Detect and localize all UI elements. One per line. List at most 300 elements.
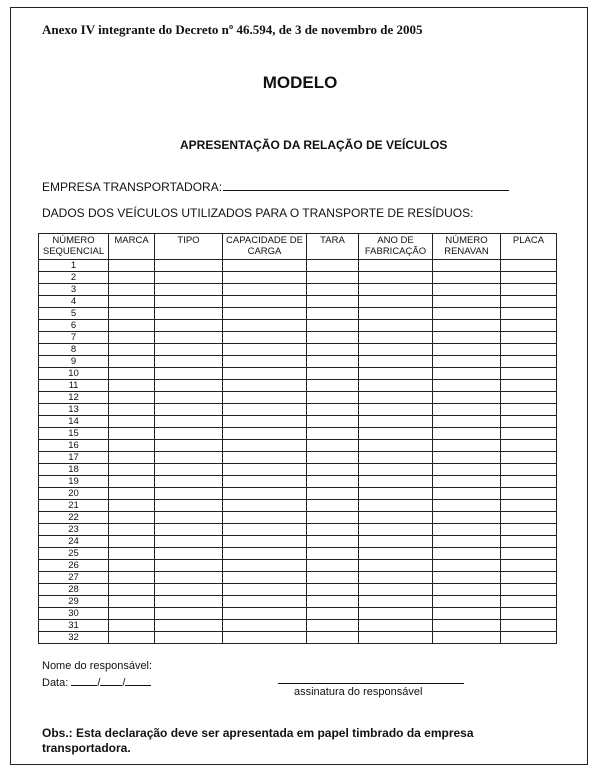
empty-cell (155, 296, 223, 308)
empty-cell (109, 308, 155, 320)
empty-cell (359, 512, 433, 524)
empty-cell (359, 500, 433, 512)
empty-cell (501, 464, 557, 476)
sequence-number-cell: 15 (39, 428, 109, 440)
sequence-number-cell: 27 (39, 572, 109, 584)
empty-cell (109, 404, 155, 416)
empty-cell (223, 620, 307, 632)
empty-cell (109, 368, 155, 380)
empty-cell (433, 392, 501, 404)
empty-cell (155, 272, 223, 284)
company-label: EMPRESA TRANSPORTADORA: (42, 180, 223, 194)
empty-cell (433, 440, 501, 452)
column-header: ANO DE FABRICAÇÃO (359, 234, 433, 260)
table-row (39, 308, 557, 320)
sequence-number-cell: 14 (39, 416, 109, 428)
empty-cell (155, 476, 223, 488)
empty-cell (307, 476, 359, 488)
company-blank-line (223, 178, 509, 191)
date-row (42, 675, 151, 689)
table-row (39, 500, 557, 512)
empty-cell (109, 344, 155, 356)
empty-cell (223, 272, 307, 284)
empty-cell (501, 392, 557, 404)
empty-cell (223, 632, 307, 644)
table-row (39, 476, 557, 488)
empty-cell (155, 596, 223, 608)
empty-cell (223, 608, 307, 620)
empty-cell (501, 476, 557, 488)
date-label: Data: (42, 677, 69, 689)
empty-cell (359, 608, 433, 620)
empty-cell (433, 608, 501, 620)
date-month-blank (100, 675, 122, 686)
empty-cell (155, 512, 223, 524)
empty-cell (359, 596, 433, 608)
sequence-number-cell: 31 (39, 620, 109, 632)
empty-cell (155, 356, 223, 368)
empty-cell (155, 524, 223, 536)
empty-cell (109, 440, 155, 452)
empty-cell (433, 332, 501, 344)
table-row (39, 440, 557, 452)
empty-cell (433, 296, 501, 308)
empty-cell (307, 428, 359, 440)
empty-cell (359, 428, 433, 440)
empty-cell (501, 608, 557, 620)
empty-cell (223, 392, 307, 404)
empty-cell (433, 368, 501, 380)
empty-cell (109, 464, 155, 476)
date-year-blank (125, 675, 151, 686)
empty-cell (307, 368, 359, 380)
sequence-number-cell: 18 (39, 464, 109, 476)
empty-cell (307, 260, 359, 272)
empty-cell (109, 380, 155, 392)
empty-cell (501, 572, 557, 584)
empty-cell (433, 308, 501, 320)
table-row (39, 428, 557, 440)
empty-cell (433, 560, 501, 572)
empty-cell (501, 320, 557, 332)
column-header: TARA (307, 234, 359, 260)
empty-cell (359, 308, 433, 320)
table-row (39, 524, 557, 536)
company-row (42, 178, 509, 194)
empty-cell (359, 392, 433, 404)
empty-cell (223, 452, 307, 464)
column-header: PLACA (501, 234, 557, 260)
empty-cell (109, 452, 155, 464)
table-row (39, 584, 557, 596)
empty-cell (359, 260, 433, 272)
sequence-number-cell: 13 (39, 404, 109, 416)
sequence-number-cell: 5 (39, 308, 109, 320)
empty-cell (155, 344, 223, 356)
empty-cell (223, 596, 307, 608)
empty-cell (155, 536, 223, 548)
empty-cell (433, 356, 501, 368)
empty-cell (109, 536, 155, 548)
empty-cell (359, 524, 433, 536)
empty-cell (501, 560, 557, 572)
empty-cell (433, 284, 501, 296)
empty-cell (359, 620, 433, 632)
empty-cell (223, 560, 307, 572)
empty-cell (223, 488, 307, 500)
sequence-number-cell: 29 (39, 596, 109, 608)
empty-cell (307, 284, 359, 296)
empty-cell (155, 404, 223, 416)
empty-cell (359, 332, 433, 344)
sequence-number-cell: 28 (39, 584, 109, 596)
empty-cell (359, 416, 433, 428)
empty-cell (223, 416, 307, 428)
sequence-number-cell: 16 (39, 440, 109, 452)
empty-cell (109, 476, 155, 488)
empty-cell (433, 260, 501, 272)
sequence-number-cell: 19 (39, 476, 109, 488)
empty-cell (501, 332, 557, 344)
empty-cell (223, 356, 307, 368)
table-row (39, 620, 557, 632)
empty-cell (359, 440, 433, 452)
sequence-number-cell: 4 (39, 296, 109, 308)
empty-cell (155, 392, 223, 404)
empty-cell (155, 572, 223, 584)
empty-cell (223, 440, 307, 452)
table-header-row (39, 234, 557, 260)
empty-cell (155, 560, 223, 572)
empty-cell (155, 320, 223, 332)
empty-cell (433, 536, 501, 548)
sequence-number-cell: 22 (39, 512, 109, 524)
empty-cell (223, 548, 307, 560)
empty-cell (155, 332, 223, 344)
empty-cell (155, 488, 223, 500)
empty-cell (359, 284, 433, 296)
empty-cell (359, 272, 433, 284)
table-row (39, 272, 557, 284)
empty-cell (223, 428, 307, 440)
empty-cell (109, 632, 155, 644)
empty-cell (307, 620, 359, 632)
empty-cell (109, 596, 155, 608)
empty-cell (501, 272, 557, 284)
empty-cell (433, 524, 501, 536)
sequence-number-cell: 11 (39, 380, 109, 392)
empty-cell (501, 584, 557, 596)
observation-note: Obs.: Esta declaração deve ser apresentada em papel timbrado da empresa transportadora. (42, 726, 474, 755)
empty-cell (433, 512, 501, 524)
table-row (39, 284, 557, 296)
table-row (39, 596, 557, 608)
sequence-number-cell: 8 (39, 344, 109, 356)
empty-cell (307, 356, 359, 368)
empty-cell (501, 428, 557, 440)
empty-cell (155, 368, 223, 380)
empty-cell (433, 404, 501, 416)
empty-cell (155, 608, 223, 620)
empty-cell (307, 608, 359, 620)
empty-cell (155, 284, 223, 296)
column-header: TIPO (155, 234, 223, 260)
empty-cell (433, 488, 501, 500)
empty-cell (501, 404, 557, 416)
empty-cell (155, 260, 223, 272)
empty-cell (433, 464, 501, 476)
empty-cell (223, 332, 307, 344)
document-title: MODELO (262, 73, 338, 92)
table-row (39, 320, 557, 332)
empty-cell (223, 404, 307, 416)
empty-cell (109, 512, 155, 524)
table-row (39, 404, 557, 416)
empty-cell (307, 308, 359, 320)
empty-cell (155, 452, 223, 464)
table-row (39, 464, 557, 476)
table-row (39, 332, 557, 344)
empty-cell (155, 464, 223, 476)
empty-cell (223, 536, 307, 548)
sequence-number-cell: 1 (39, 260, 109, 272)
empty-cell (501, 368, 557, 380)
table-row (39, 632, 557, 644)
empty-cell (501, 416, 557, 428)
column-header: MARCA (109, 234, 155, 260)
table-row (39, 368, 557, 380)
empty-cell (109, 500, 155, 512)
empty-cell (307, 596, 359, 608)
empty-cell (501, 284, 557, 296)
empty-cell (359, 632, 433, 644)
table-row (39, 536, 557, 548)
empty-cell (307, 332, 359, 344)
empty-cell (307, 572, 359, 584)
empty-cell (223, 284, 307, 296)
empty-cell (359, 368, 433, 380)
sequence-number-cell: 32 (39, 632, 109, 644)
empty-cell (359, 464, 433, 476)
empty-cell (109, 356, 155, 368)
empty-cell (155, 548, 223, 560)
empty-cell (501, 512, 557, 524)
empty-cell (109, 272, 155, 284)
empty-cell (501, 524, 557, 536)
table-row (39, 572, 557, 584)
empty-cell (501, 344, 557, 356)
empty-cell (109, 428, 155, 440)
date-day-blank (71, 675, 97, 686)
empty-cell (359, 488, 433, 500)
sequence-number-cell: 7 (39, 332, 109, 344)
empty-cell (501, 620, 557, 632)
sequence-number-cell: 2 (39, 272, 109, 284)
empty-cell (223, 500, 307, 512)
empty-cell (307, 272, 359, 284)
empty-cell (501, 452, 557, 464)
table-row (39, 344, 557, 356)
empty-cell (433, 428, 501, 440)
empty-cell (223, 476, 307, 488)
responsible-name-label: Nome do responsável: (42, 660, 153, 672)
empty-cell (433, 548, 501, 560)
empty-cell (433, 572, 501, 584)
empty-cell (307, 488, 359, 500)
empty-cell (359, 476, 433, 488)
empty-cell (307, 524, 359, 536)
empty-cell (501, 380, 557, 392)
empty-cell (223, 584, 307, 596)
empty-cell (155, 440, 223, 452)
empty-cell (307, 452, 359, 464)
empty-cell (501, 632, 557, 644)
empty-cell (155, 500, 223, 512)
signature-label: assinatura do responsável (294, 686, 423, 698)
empty-cell (109, 548, 155, 560)
empty-cell (307, 380, 359, 392)
empty-cell (433, 416, 501, 428)
table-row (39, 608, 557, 620)
empty-cell (223, 260, 307, 272)
table-row (39, 380, 557, 392)
sequence-number-cell: 10 (39, 368, 109, 380)
empty-cell (307, 416, 359, 428)
empty-cell (307, 512, 359, 524)
empty-cell (223, 464, 307, 476)
empty-cell (359, 320, 433, 332)
empty-cell (109, 320, 155, 332)
table-row (39, 296, 557, 308)
table-body (39, 260, 557, 644)
empty-cell (501, 260, 557, 272)
empty-cell (433, 320, 501, 332)
empty-cell (155, 380, 223, 392)
document-subtitle: APRESENTAÇÃO DA RELAÇÃO DE VEÍCULOS (180, 138, 448, 152)
empty-cell (501, 536, 557, 548)
table-row (39, 416, 557, 428)
empty-cell (223, 512, 307, 524)
sequence-number-cell: 17 (39, 452, 109, 464)
empty-cell (433, 620, 501, 632)
empty-cell (307, 536, 359, 548)
empty-cell (223, 524, 307, 536)
table-row (39, 548, 557, 560)
sequence-number-cell: 6 (39, 320, 109, 332)
empty-cell (223, 572, 307, 584)
empty-cell (501, 596, 557, 608)
empty-cell (109, 572, 155, 584)
empty-cell (433, 596, 501, 608)
empty-cell (307, 320, 359, 332)
empty-cell (359, 560, 433, 572)
empty-cell (109, 560, 155, 572)
table-row (39, 356, 557, 368)
signature-line (278, 683, 464, 684)
date-separator-2: / (122, 677, 126, 689)
empty-cell (359, 296, 433, 308)
empty-cell (109, 332, 155, 344)
empty-cell (109, 284, 155, 296)
empty-cell (155, 620, 223, 632)
empty-cell (109, 524, 155, 536)
column-header: NÚMERO RENAVAN (433, 234, 501, 260)
sequence-number-cell: 21 (39, 500, 109, 512)
vehicle-data-heading: DADOS DOS VEÍCULOS UTILIZADOS PARA O TRANSPORTE DE RESÍDUOS: (42, 206, 474, 220)
empty-cell (155, 308, 223, 320)
empty-cell (109, 488, 155, 500)
empty-cell (501, 500, 557, 512)
empty-cell (433, 344, 501, 356)
empty-cell (501, 356, 557, 368)
empty-cell (307, 632, 359, 644)
column-header: CAPACIDADE DE CARGA (223, 234, 307, 260)
empty-cell (359, 536, 433, 548)
empty-cell (109, 392, 155, 404)
sequence-number-cell: 26 (39, 560, 109, 572)
sequence-number-cell: 3 (39, 284, 109, 296)
sequence-number-cell: 30 (39, 608, 109, 620)
empty-cell (223, 380, 307, 392)
empty-cell (109, 416, 155, 428)
table-row (39, 512, 557, 524)
empty-cell (359, 572, 433, 584)
sequence-number-cell: 24 (39, 536, 109, 548)
empty-cell (155, 584, 223, 596)
sequence-number-cell: 12 (39, 392, 109, 404)
empty-cell (359, 452, 433, 464)
empty-cell (155, 632, 223, 644)
vehicle-table (38, 233, 557, 644)
sequence-number-cell: 20 (39, 488, 109, 500)
empty-cell (433, 452, 501, 464)
empty-cell (307, 548, 359, 560)
table-row (39, 488, 557, 500)
empty-cell (223, 308, 307, 320)
empty-cell (307, 440, 359, 452)
table-row (39, 452, 557, 464)
empty-cell (433, 584, 501, 596)
empty-cell (433, 632, 501, 644)
date-separator-1: / (97, 677, 101, 689)
table-row (39, 560, 557, 572)
table-row (39, 392, 557, 404)
empty-cell (155, 428, 223, 440)
empty-cell (223, 320, 307, 332)
empty-cell (155, 416, 223, 428)
empty-cell (433, 476, 501, 488)
empty-cell (359, 356, 433, 368)
empty-cell (307, 584, 359, 596)
sequence-number-cell: 23 (39, 524, 109, 536)
table-row (39, 260, 557, 272)
sequence-number-cell: 9 (39, 356, 109, 368)
empty-cell (307, 500, 359, 512)
empty-cell (433, 272, 501, 284)
empty-cell (359, 584, 433, 596)
empty-cell (307, 392, 359, 404)
empty-cell (223, 296, 307, 308)
empty-cell (307, 560, 359, 572)
empty-cell (501, 308, 557, 320)
empty-cell (433, 500, 501, 512)
decree-header: Anexo IV integrante do Decreto nº 46.594, de 3 de novembro de 2005 (42, 22, 423, 37)
empty-cell (223, 344, 307, 356)
empty-cell (307, 344, 359, 356)
empty-cell (359, 404, 433, 416)
empty-cell (307, 404, 359, 416)
empty-cell (433, 380, 501, 392)
